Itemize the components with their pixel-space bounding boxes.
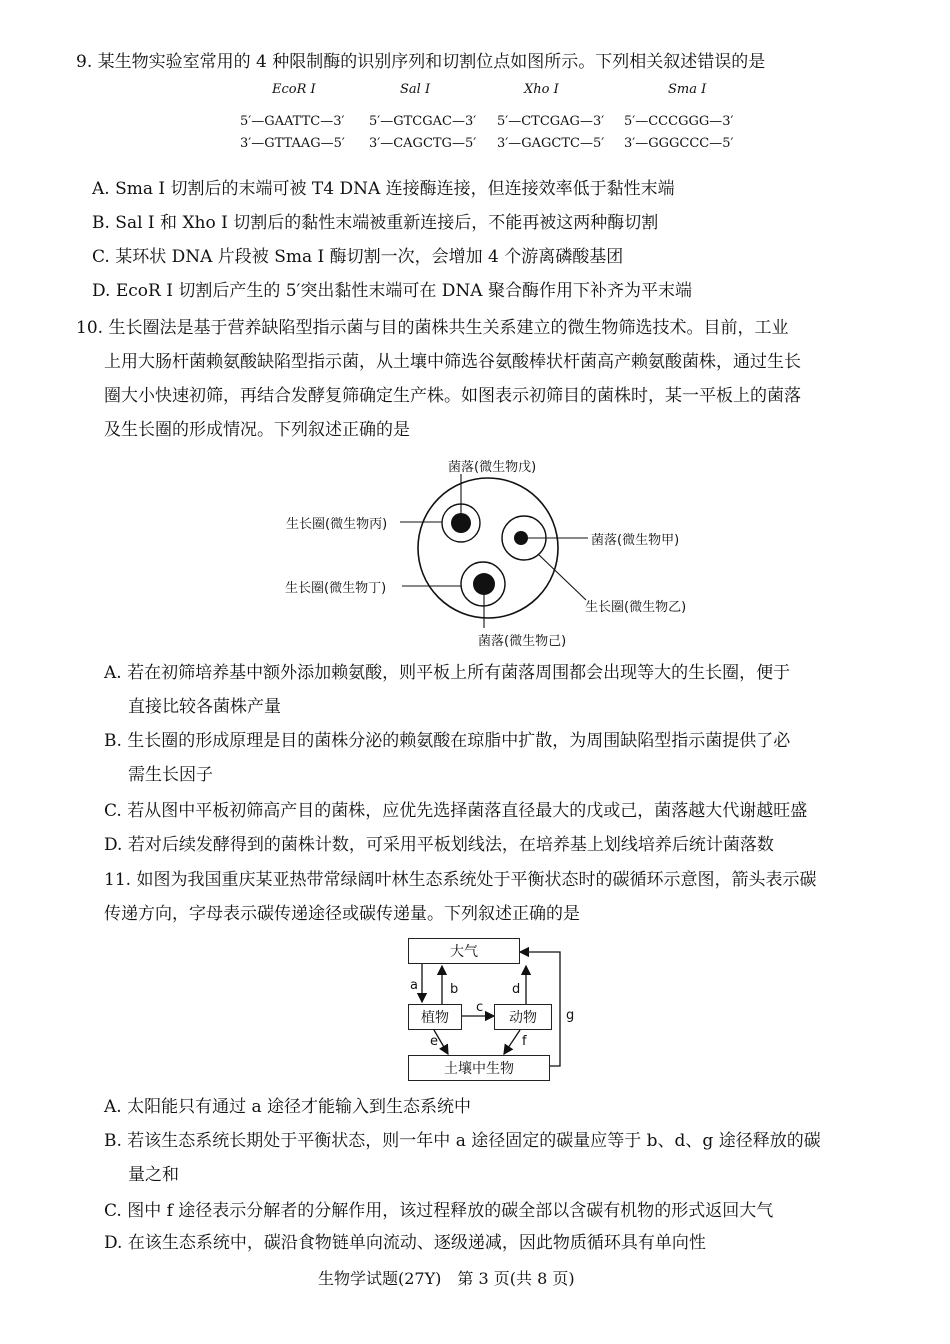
box-plant: 植物 <box>408 1004 462 1030</box>
q11-option-d: D. 在该生态系统中，碳沿食物链单向流动、逐级递减，因此物质循环具有单向性 <box>104 1233 706 1253</box>
letter-d: d <box>512 982 521 997</box>
q10-option-a-line2: 直接比较各菌株产量 <box>128 697 281 717</box>
q10-option-b-line2: 需生长因子 <box>128 765 213 785</box>
q10-stem-line4: 及生长圈的形成情况。下列叙述正确的是 <box>104 420 410 440</box>
q10-option-b-line1: B. 生长圈的形成原理是目的菌株分泌的赖氨酸在琼脂中扩散，为周围缺陷型指示菌提供了必 <box>104 731 791 751</box>
smai-bottom-strand: 3′—GGGCCC—5′ <box>624 136 734 151</box>
label-colony-ji: 菌落(微生物己) <box>478 634 567 649</box>
q10-stem-line1: 10. 生长圈法是基于营养缺陷型指示菌与目的菌株共生关系建立的微生物筛选技术。目前，工业 <box>76 318 789 338</box>
q11-option-b-line1: B. 若该生态系统长期处于平衡状态，则一年中 a 途径固定的碳量应等于 b、d、g 途径释放的碳 <box>104 1131 821 1151</box>
label-colony-wu: 菌落(微生物戊) <box>448 460 537 475</box>
q11-option-b-line2: 量之和 <box>128 1165 179 1185</box>
box-soil-organisms: 土壤中生物 <box>408 1055 550 1081</box>
q9-stem: 9. 某生物实验室常用的 4 种限制酶的识别序列和切割位点如图所示。下列相关叙述错误的是 <box>76 52 766 72</box>
q11-option-c: C. 图中 f 途径表示分解者的分解作用，该过程释放的碳全部以含碳有机物的形式返回大气 <box>104 1201 774 1221</box>
letter-f: f <box>522 1034 527 1049</box>
letter-b: b <box>450 982 459 997</box>
growth-ring-plate-diagram <box>270 448 730 654</box>
petri-dish <box>418 478 558 618</box>
smai-top-strand: 5′—CCCGGG—3′ <box>624 114 734 129</box>
label-ring-bing: 生长圈(微生物丙) <box>286 517 388 532</box>
q9-option-a: A. Sma Ⅰ 切割后的末端可被 T4 DNA 连接酶连接，但连接效率低于黏性末端 <box>92 179 675 199</box>
enzyme-name-sali: Sal Ⅰ <box>400 82 431 97</box>
q10-stem-line3: 圈大小快速初筛，再结合发酵复筛确定生产株。如图表示初筛目的菌株时，某一平板上的菌落 <box>104 386 801 406</box>
q11-stem-line1: 11. 如图为我国重庆某亚热带常绿阔叶林生态系统处于平衡状态时的碳循环示意图，箭头表示碳 <box>104 870 817 890</box>
box-atmosphere: 大气 <box>408 938 520 964</box>
q10-stem-line2: 上用大肠杆菌赖氨酸缺陷型指示菌，从土壤中筛选谷氨酸棒状杆菌高产赖氨酸菌株，通过生长 <box>104 352 801 372</box>
page-footer: 生物学试题(27Y) 第 3 页(共 8 页) <box>318 1269 575 1288</box>
enzyme-name-ecori: EcoR Ⅰ <box>272 82 316 97</box>
sali-top-strand: 5′—GTCGAC—3′ <box>369 114 477 129</box>
q10-option-a-line1: A. 若在初筛培养基中额外添加赖氨酸，则平板上所有菌落周围都会出现等大的生长圈，便于 <box>104 663 791 683</box>
q9-option-b: B. Sal Ⅰ 和 Xho Ⅰ 切割后的黏性末端被重新连接后，不能再被这两种酶切割 <box>92 213 659 233</box>
ecori-bottom-strand: 3′—GTTAAG—5′ <box>240 136 345 151</box>
label-ring-ding: 生长圈(微生物丁) <box>285 581 387 596</box>
q11-option-a: A. 太阳能只有通过 a 途径才能输入到生态系统中 <box>104 1097 472 1117</box>
letter-g: g <box>566 1008 575 1023</box>
enzyme-name-smai: Sma Ⅰ <box>668 82 707 97</box>
q9-option-c: C. 某环状 DNA 片段被 Sma Ⅰ 酶切割一次，会增加 4 个游离磷酸基团 <box>92 247 624 267</box>
label-ring-yi: 生长圈(微生物乙) <box>585 600 687 615</box>
q11-stem-line2: 传递方向，字母表示碳传递途径或碳传递量。下列叙述正确的是 <box>104 904 580 924</box>
q10-option-c: C. 若从图中平板初筛高产目的菌株，应优先选择菌落直径最大的戊或己，菌落越大代谢越旺盛 <box>104 801 808 821</box>
arrow-f <box>504 1030 520 1054</box>
letter-e: e <box>430 1034 438 1049</box>
letter-c: c <box>476 1000 484 1015</box>
box-animal: 动物 <box>494 1004 552 1030</box>
xhoi-bottom-strand: 3′—GAGCTC—5′ <box>497 136 605 151</box>
ecori-top-strand: 5′—GAATTC—3′ <box>240 114 345 129</box>
enzyme-name-xhoi: Xho Ⅰ <box>524 82 559 97</box>
colony-wu <box>451 513 471 533</box>
sali-bottom-strand: 3′—CAGCTG—5′ <box>369 136 477 151</box>
q9-option-d: D. EcoR Ⅰ 切割后产生的 5′突出黏性末端可在 DNA 聚合酶作用下补齐为平末端 <box>92 281 692 301</box>
q10-option-d: D. 若对后续发酵得到的菌株计数，可采用平板划线法，在培养基上划线培养后统计菌落数 <box>104 835 774 855</box>
label-colony-jia: 菌落(微生物甲) <box>591 533 680 548</box>
letter-a: a <box>410 978 418 993</box>
xhoi-top-strand: 5′—CTCGAG—3′ <box>497 114 605 129</box>
colony-ji <box>473 573 495 595</box>
